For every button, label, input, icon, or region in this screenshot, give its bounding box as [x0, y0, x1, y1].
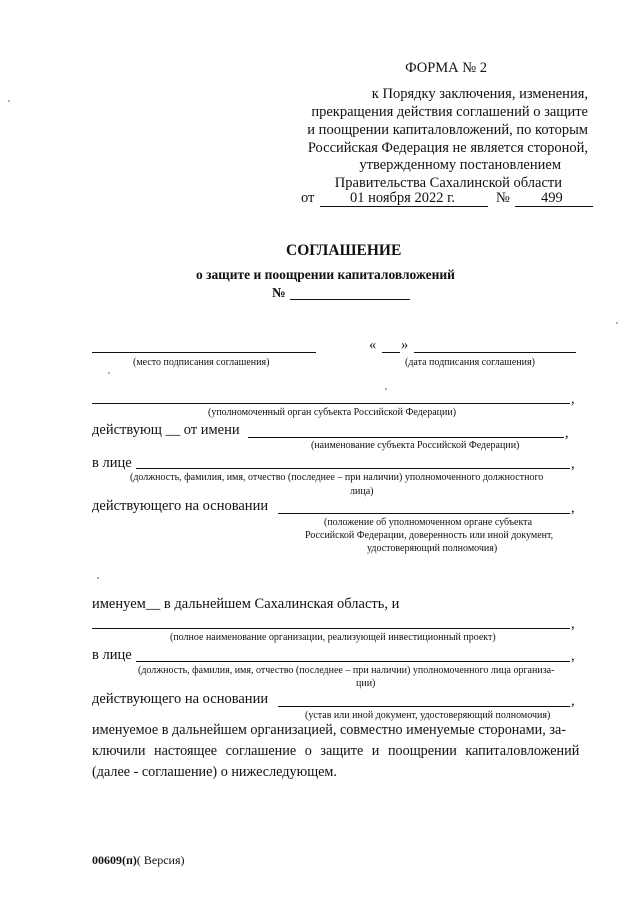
closing-line-1: именуемое в дальнейшем организацией, совместно именуемые сторонами, за-: [92, 722, 566, 738]
header-line-5: утвержденному постановлением: [359, 157, 561, 173]
quote-open: «: [369, 337, 377, 353]
document-title: СОГЛАШЕНИЕ: [286, 242, 402, 259]
quote-close: »: [401, 337, 409, 353]
scan-speck: [8, 100, 10, 102]
scan-speck: [616, 322, 618, 324]
basis-caption-3: удостоверяющий полномочия): [367, 543, 498, 554]
closing-line-3: (далее - соглашение) о нижеследующем.: [92, 764, 337, 780]
document-subtitle: о защите и поощрении капиталовложений: [196, 267, 455, 282]
scan-speck: [108, 372, 110, 374]
header-line-2: прекращения действия соглашений о защите: [311, 104, 588, 120]
authorized-organ-field[interactable]: [92, 403, 570, 404]
person-label: в лице: [92, 455, 132, 471]
header-line-6: Правительства Сахалинской области: [334, 175, 562, 191]
signing-day-field[interactable]: [382, 352, 400, 353]
comma: ,: [571, 456, 575, 472]
signing-date-caption: (дата подписания соглашения): [405, 357, 535, 368]
org-person-label: в лице: [92, 647, 132, 663]
org-person-caption-2: ции): [356, 678, 376, 689]
agreement-number-label: №: [272, 285, 286, 300]
form-version: ( Версия): [136, 853, 185, 867]
official-person-caption-1: (должность, фамилия, имя, отчество (последнее – при наличии) уполномоченного должностного: [130, 472, 544, 483]
header-line-3: и поощрении капиталовложений, по которым: [307, 122, 588, 138]
signing-place-caption: (место подписания соглашения): [133, 357, 270, 368]
official-person-field[interactable]: [136, 468, 570, 469]
signing-month-year-field[interactable]: [414, 352, 576, 353]
subject-name-caption: (наименование субъекта Российской Федерации): [311, 440, 520, 451]
from-label: от: [301, 190, 315, 206]
header-line-4: Российская Федерация не является стороной,: [307, 140, 588, 156]
subject-name-field[interactable]: [248, 437, 564, 438]
signing-place-field[interactable]: [92, 352, 316, 353]
form-title: ФОРМА № 2: [405, 60, 487, 76]
organization-name-caption: (полное наименование организации, реализующей инвестиционный проект): [170, 632, 496, 643]
comma: ,: [571, 693, 575, 709]
org-basis-label: действующего на основании: [92, 691, 269, 707]
comma: ,: [571, 648, 575, 664]
basis-document-field[interactable]: [278, 513, 570, 514]
basis-caption-1: (положение об уполномоченном органе субъекта: [324, 517, 533, 528]
comma: ,: [571, 391, 575, 407]
organization-name-field[interactable]: [92, 628, 570, 629]
authorized-organ-caption: (уполномоченный орган субъекта Российской Федерации): [208, 407, 457, 418]
org-person-field[interactable]: [136, 661, 570, 662]
comma: ,: [565, 425, 569, 441]
basis-caption-2: Российской Федерации, доверенность или иной документ,: [305, 530, 554, 541]
org-basis-field[interactable]: [278, 706, 570, 707]
org-person-caption-1: (должность, фамилия, имя, отчество (последнее – при наличии) уполномоченного лица организа-: [138, 665, 555, 676]
agreement-number-field[interactable]: [290, 299, 410, 300]
closing-line-2: ключили настоящее соглашение о защите и поощрении капиталовложений: [92, 743, 580, 759]
scan-speck: [385, 388, 387, 390]
order-date: 01 ноября 2022 г.: [350, 190, 456, 206]
official-person-caption-2: лица): [350, 486, 374, 497]
basis-label: действующего на основании: [92, 498, 269, 514]
scan-speck: [97, 577, 99, 579]
header-line-1: к Порядку заключения, изменения,: [371, 86, 588, 102]
comma: ,: [571, 616, 575, 632]
footer: [92, 853, 185, 868]
acting-on-behalf-label: действующ __ от имени: [92, 422, 240, 438]
comma: ,: [571, 500, 575, 516]
number-label: №: [496, 190, 510, 206]
form-code: 00609(п): [92, 853, 137, 867]
org-basis-caption: (устав или иной документ, удостоверяющий полномочия): [305, 710, 551, 721]
named-region-text: именуем__ в дальнейшем Сахалинская область, и: [92, 596, 400, 612]
order-number: 499: [541, 190, 563, 206]
